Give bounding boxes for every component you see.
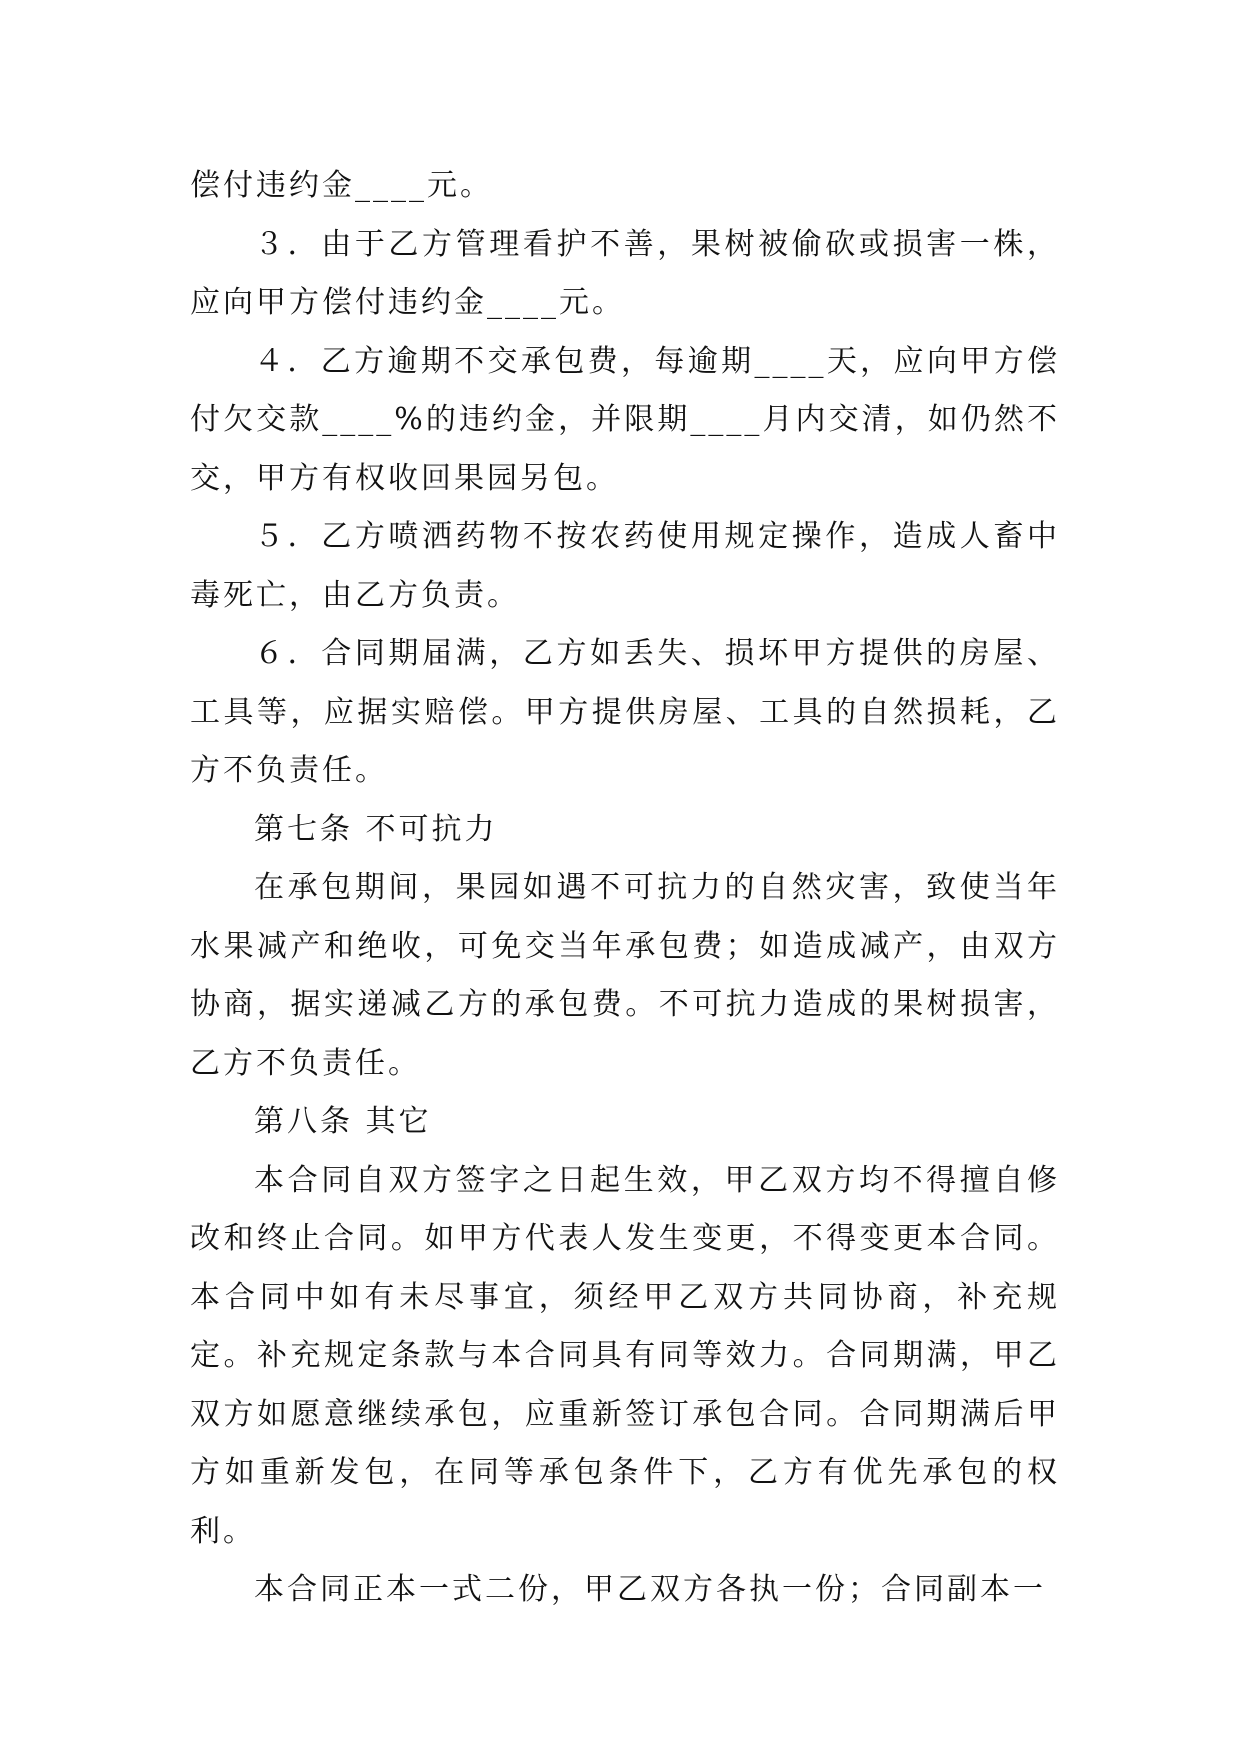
- paragraph-item-6: ６．合同期届满，乙方如丢失、损坏甲方提供的房屋、工具等，应据实赔偿。甲方提供房屋、工具的自然损耗，乙方不负责任。: [190, 636, 1060, 788]
- paragraph-item-3: ３．由于乙方管理看护不善，果树被偷砍或损害一株，应向甲方偿付违约金____元。: [190, 226, 1060, 320]
- paragraph-continuation: 偿付违约金____元。: [190, 168, 493, 203]
- article-8-heading: 第八条 其它: [254, 1104, 432, 1139]
- paragraph-item-5: ５．乙方喷洒药物不按农药使用规定操作，造成人畜中毒死亡，由乙方负责。: [190, 519, 1060, 613]
- paragraph-item-4: ４．乙方逾期不交承包费，每逾期____天，应向甲方偿付欠交款____%的违约金，并限期____月内交清，如仍然不交，甲方有权收回果园另包。: [190, 343, 1060, 496]
- document-body: [190, 157, 1060, 1620]
- article-8-paragraph: 本合同自双方签字之日起生效，甲乙双方均不得擅自修改和终止合同。如甲方代表人发生变更，不得变更本合同。本合同中如有未尽事宜，须经甲乙双方共同协商，补充规定。补充规定条款与本合同具有同等效力。合同期满，甲乙双方如愿意继续承包，应重新签订承包合同。合同期满后甲方如重新发包，在同等承包条件下，乙方有优先承包的权利。: [190, 1162, 1060, 1549]
- article-7-heading: 第七条 不可抗力: [254, 811, 498, 847]
- copies-paragraph: 本合同正本一式二份，甲乙双方各执一份；合同副本一: [254, 1572, 1046, 1607]
- article-7-paragraph: 在承包期间，果园如遇不可抗力的自然灾害，致使当年水果减产和绝收，可免交当年承包费；如造成减产，由双方协商，据实递减乙方的承包费。不可抗力造成的果树损害，乙方不负责任。: [190, 870, 1060, 1081]
